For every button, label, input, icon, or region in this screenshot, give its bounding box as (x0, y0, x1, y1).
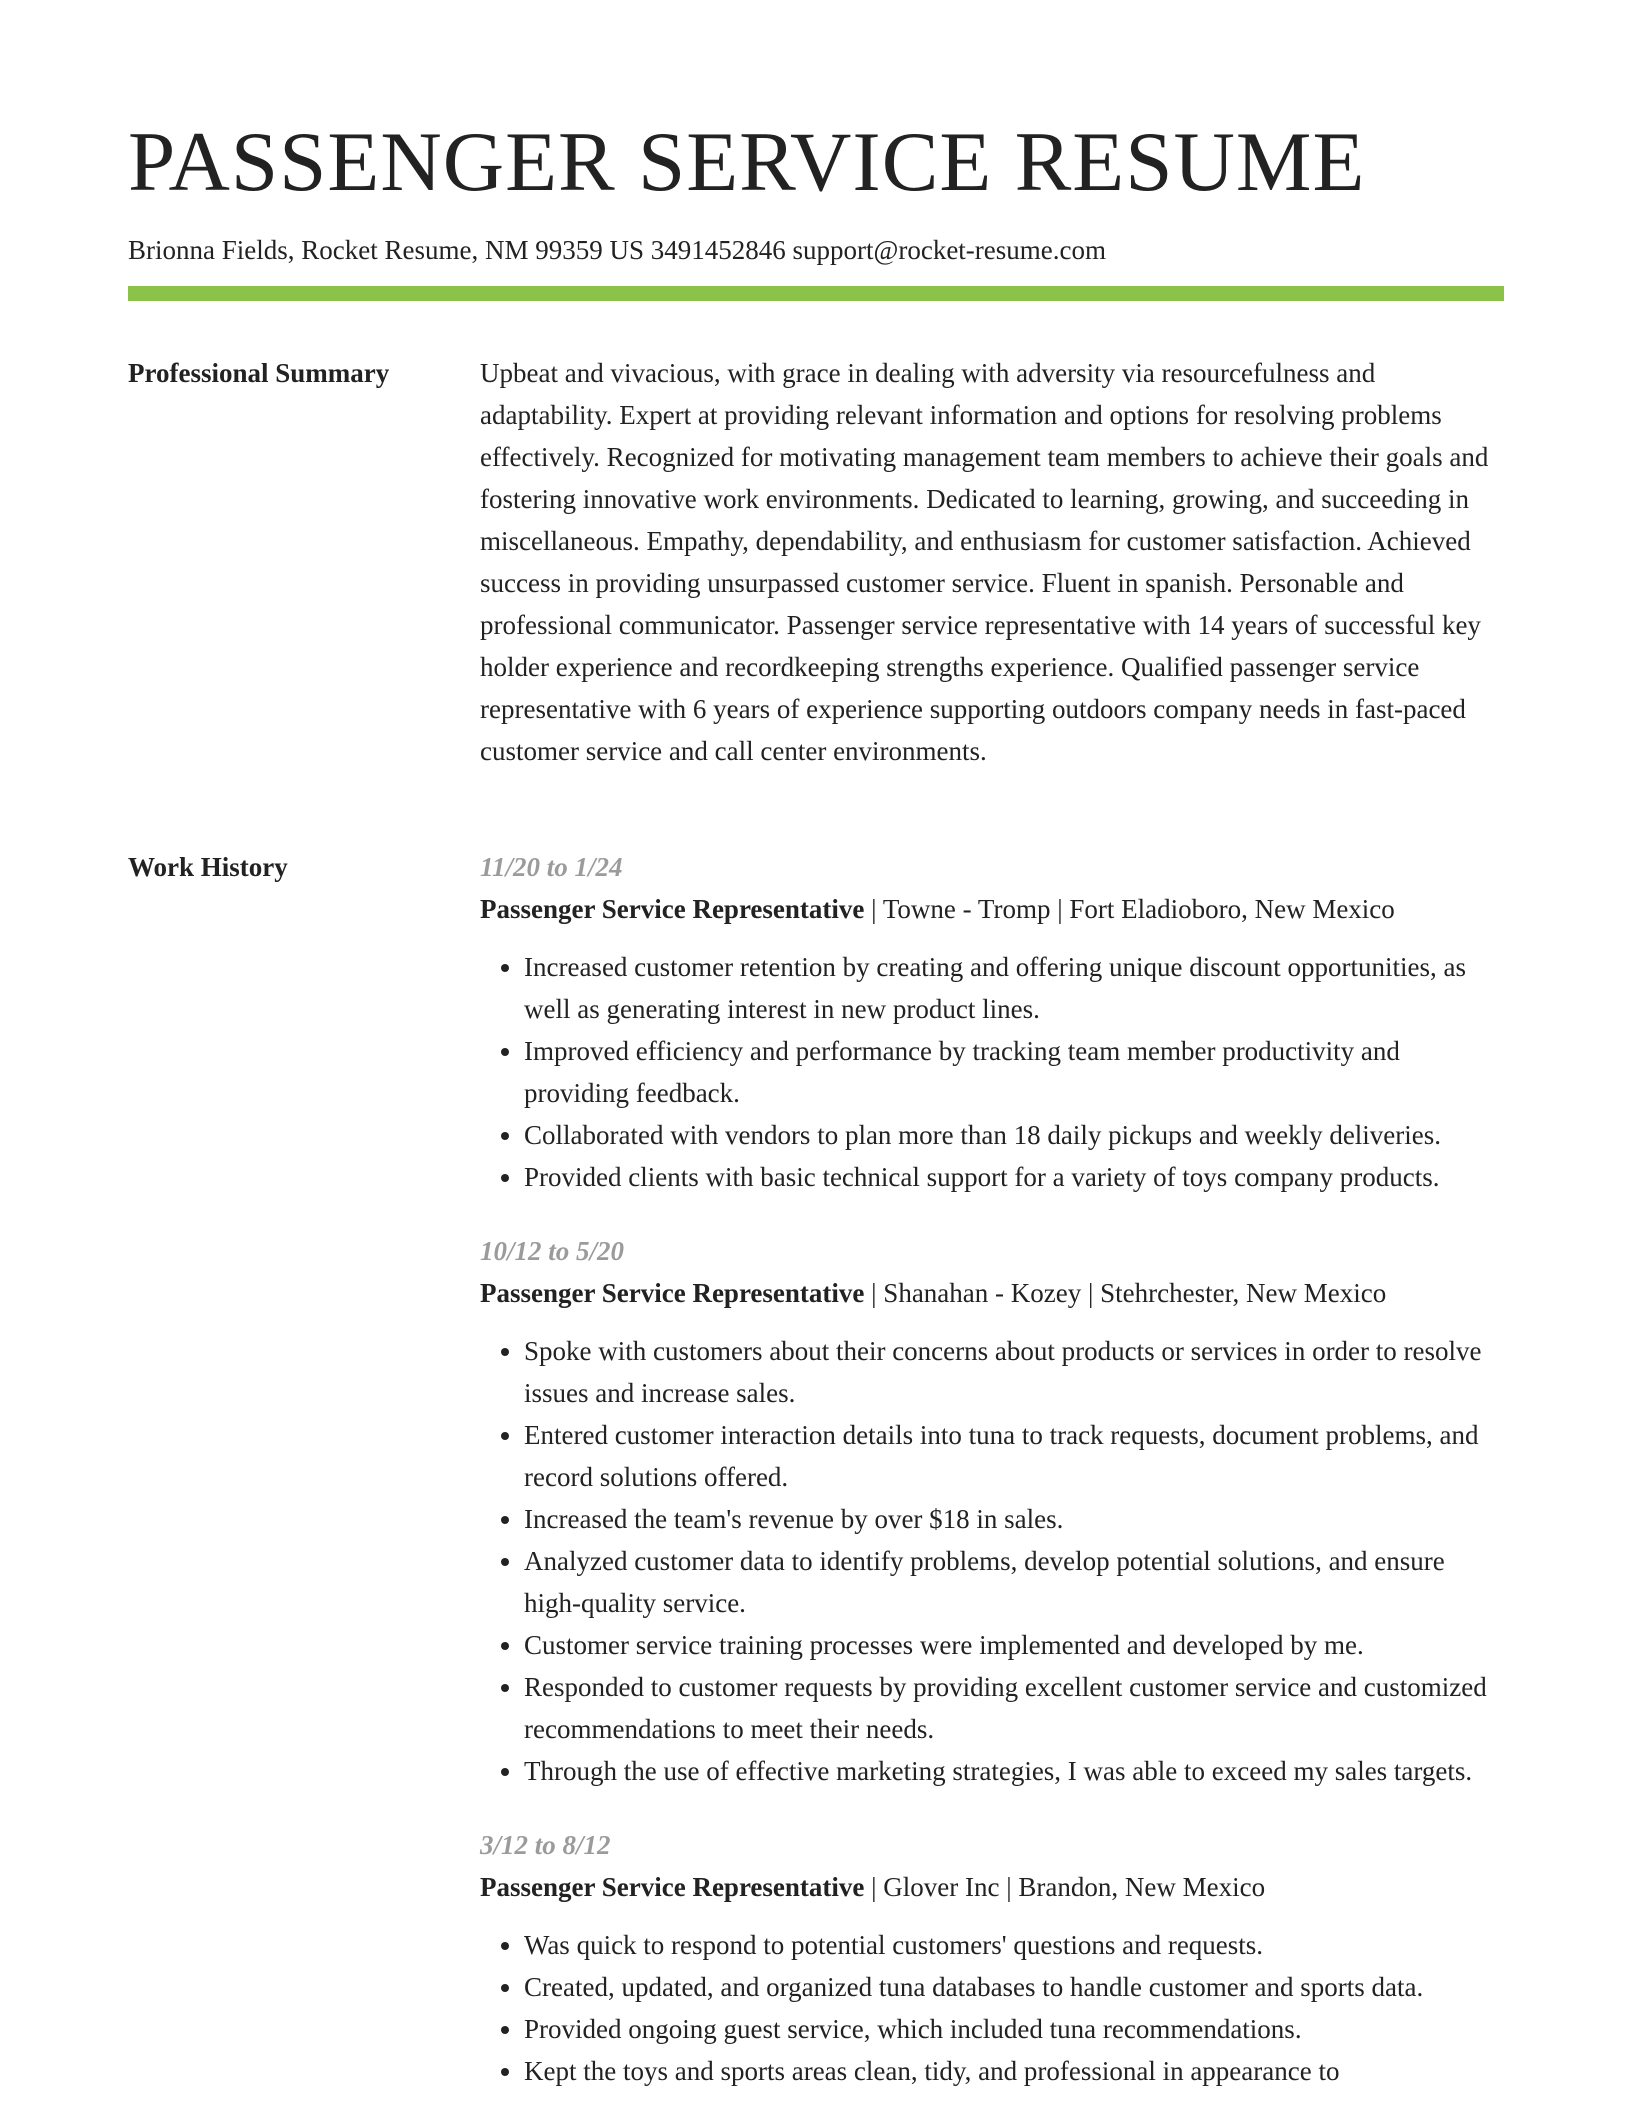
job-bullet-list (480, 1924, 1504, 2092)
job-company-location: | Glover Inc | Brandon, New Mexico (864, 1872, 1266, 1902)
job-bullet: • Provided clients with basic technical support for a variety of toys company products. (524, 1156, 1504, 1198)
work-history-body (480, 846, 1504, 2112)
job-bullet: • Kept the toys and sports areas clean, tidy, and professional in appearance to (524, 2050, 1504, 2092)
contact-line: Brionna Fields, Rocket Resume, NM 99359 US 3491452846 support@rocket-resume.com (128, 235, 1106, 265)
job-heading (480, 888, 1504, 930)
job-bullet: • Created, updated, and organized tuna databases to handle customer and sports data. (524, 1966, 1504, 2008)
job-title: Passenger Service Representative (480, 1278, 865, 1308)
header-divider (128, 286, 1504, 301)
job-bullet: • Provided ongoing guest service, which included tuna recommendations. (524, 2008, 1504, 2050)
resume-title: PASSENGER SERVICE RESUME (128, 115, 1366, 209)
job-heading (480, 1866, 1504, 1908)
job-bullet: • Responded to customer requests by providing excellent customer service and customized recommendations to meet their needs. (524, 1666, 1504, 1750)
job-dates: 10/12 to 5/20 (480, 1236, 625, 1266)
job-entry (480, 1230, 1504, 1792)
job-bullet: • Increased customer retention by creating and offering unique discount opportunities, as well as generating interest in new product lines. (524, 946, 1504, 1030)
job-bullet: • Analyzed customer data to identify problems, develop potential solutions, and ensure high-quality service. (524, 1540, 1504, 1624)
job-bullet: • Improved efficiency and performance by tracking team member productivity and providing feedback. (524, 1030, 1504, 1114)
job-bullet: • Collaborated with vendors to plan more than 18 daily pickups and weekly deliveries. (524, 1114, 1504, 1156)
job-entry (480, 846, 1504, 1198)
section-label-work-history: Work History (128, 852, 288, 882)
job-company-location: | Shanahan - Kozey | Stehrchester, New Mexico (864, 1278, 1387, 1308)
section-label-summary: Professional Summary (128, 358, 390, 388)
job-bullet: • Entered customer interaction details into tuna to track requests, document problems, and record solutions offered. (524, 1414, 1504, 1498)
job-bullet: • Was quick to respond to potential customers' questions and requests. (524, 1924, 1504, 1966)
job-bullet: • Increased the team's revenue by over $18 in sales. (524, 1498, 1504, 1540)
job-title: Passenger Service Representative (480, 1872, 865, 1902)
job-dates: 3/12 to 8/12 (480, 1830, 611, 1860)
job-bullet-list (480, 946, 1504, 1198)
summary-text: Upbeat and vivacious, with grace in dealing with adversity via resourcefulness and adaptability. Expert at providing relevant information and options for resolving problems effectively. Recognized for motivating management team members to achieve their goals and fostering innovative work environments. Dedicated to learning, growing, and succeeding in miscellaneous. Empathy, dependability, and enthusiasm for customer satisfaction. Achieved success in providing unsurpassed customer service. Fluent in spanish. Personable and professional communicator. Passenger service representative with 14 years of successful key holder experience and recordkeeping strengths experience. Qualified passenger service representative with 6 years of experience supporting outdoors company needs in fast-paced customer service and call center environments. (480, 358, 1489, 766)
job-entry (480, 1824, 1504, 2092)
job-bullet: • Spoke with customers about their concerns about products or services in order to resolve issues and increase sales. (524, 1330, 1504, 1414)
job-bullet: • Through the use of effective marketing strategies, I was able to exceed my sales targets. (524, 1750, 1504, 1792)
job-bullet: • Customer service training processes were implemented and developed by me. (524, 1624, 1504, 1666)
job-dates: 11/20 to 1/24 (480, 852, 623, 882)
job-title: Passenger Service Representative (480, 894, 865, 924)
summary-body (480, 352, 1504, 772)
job-bullet-list (480, 1330, 1504, 1792)
job-company-location: | Towne - Tromp | Fort Eladioboro, New Mexico (864, 894, 1395, 924)
job-heading (480, 1272, 1504, 1314)
